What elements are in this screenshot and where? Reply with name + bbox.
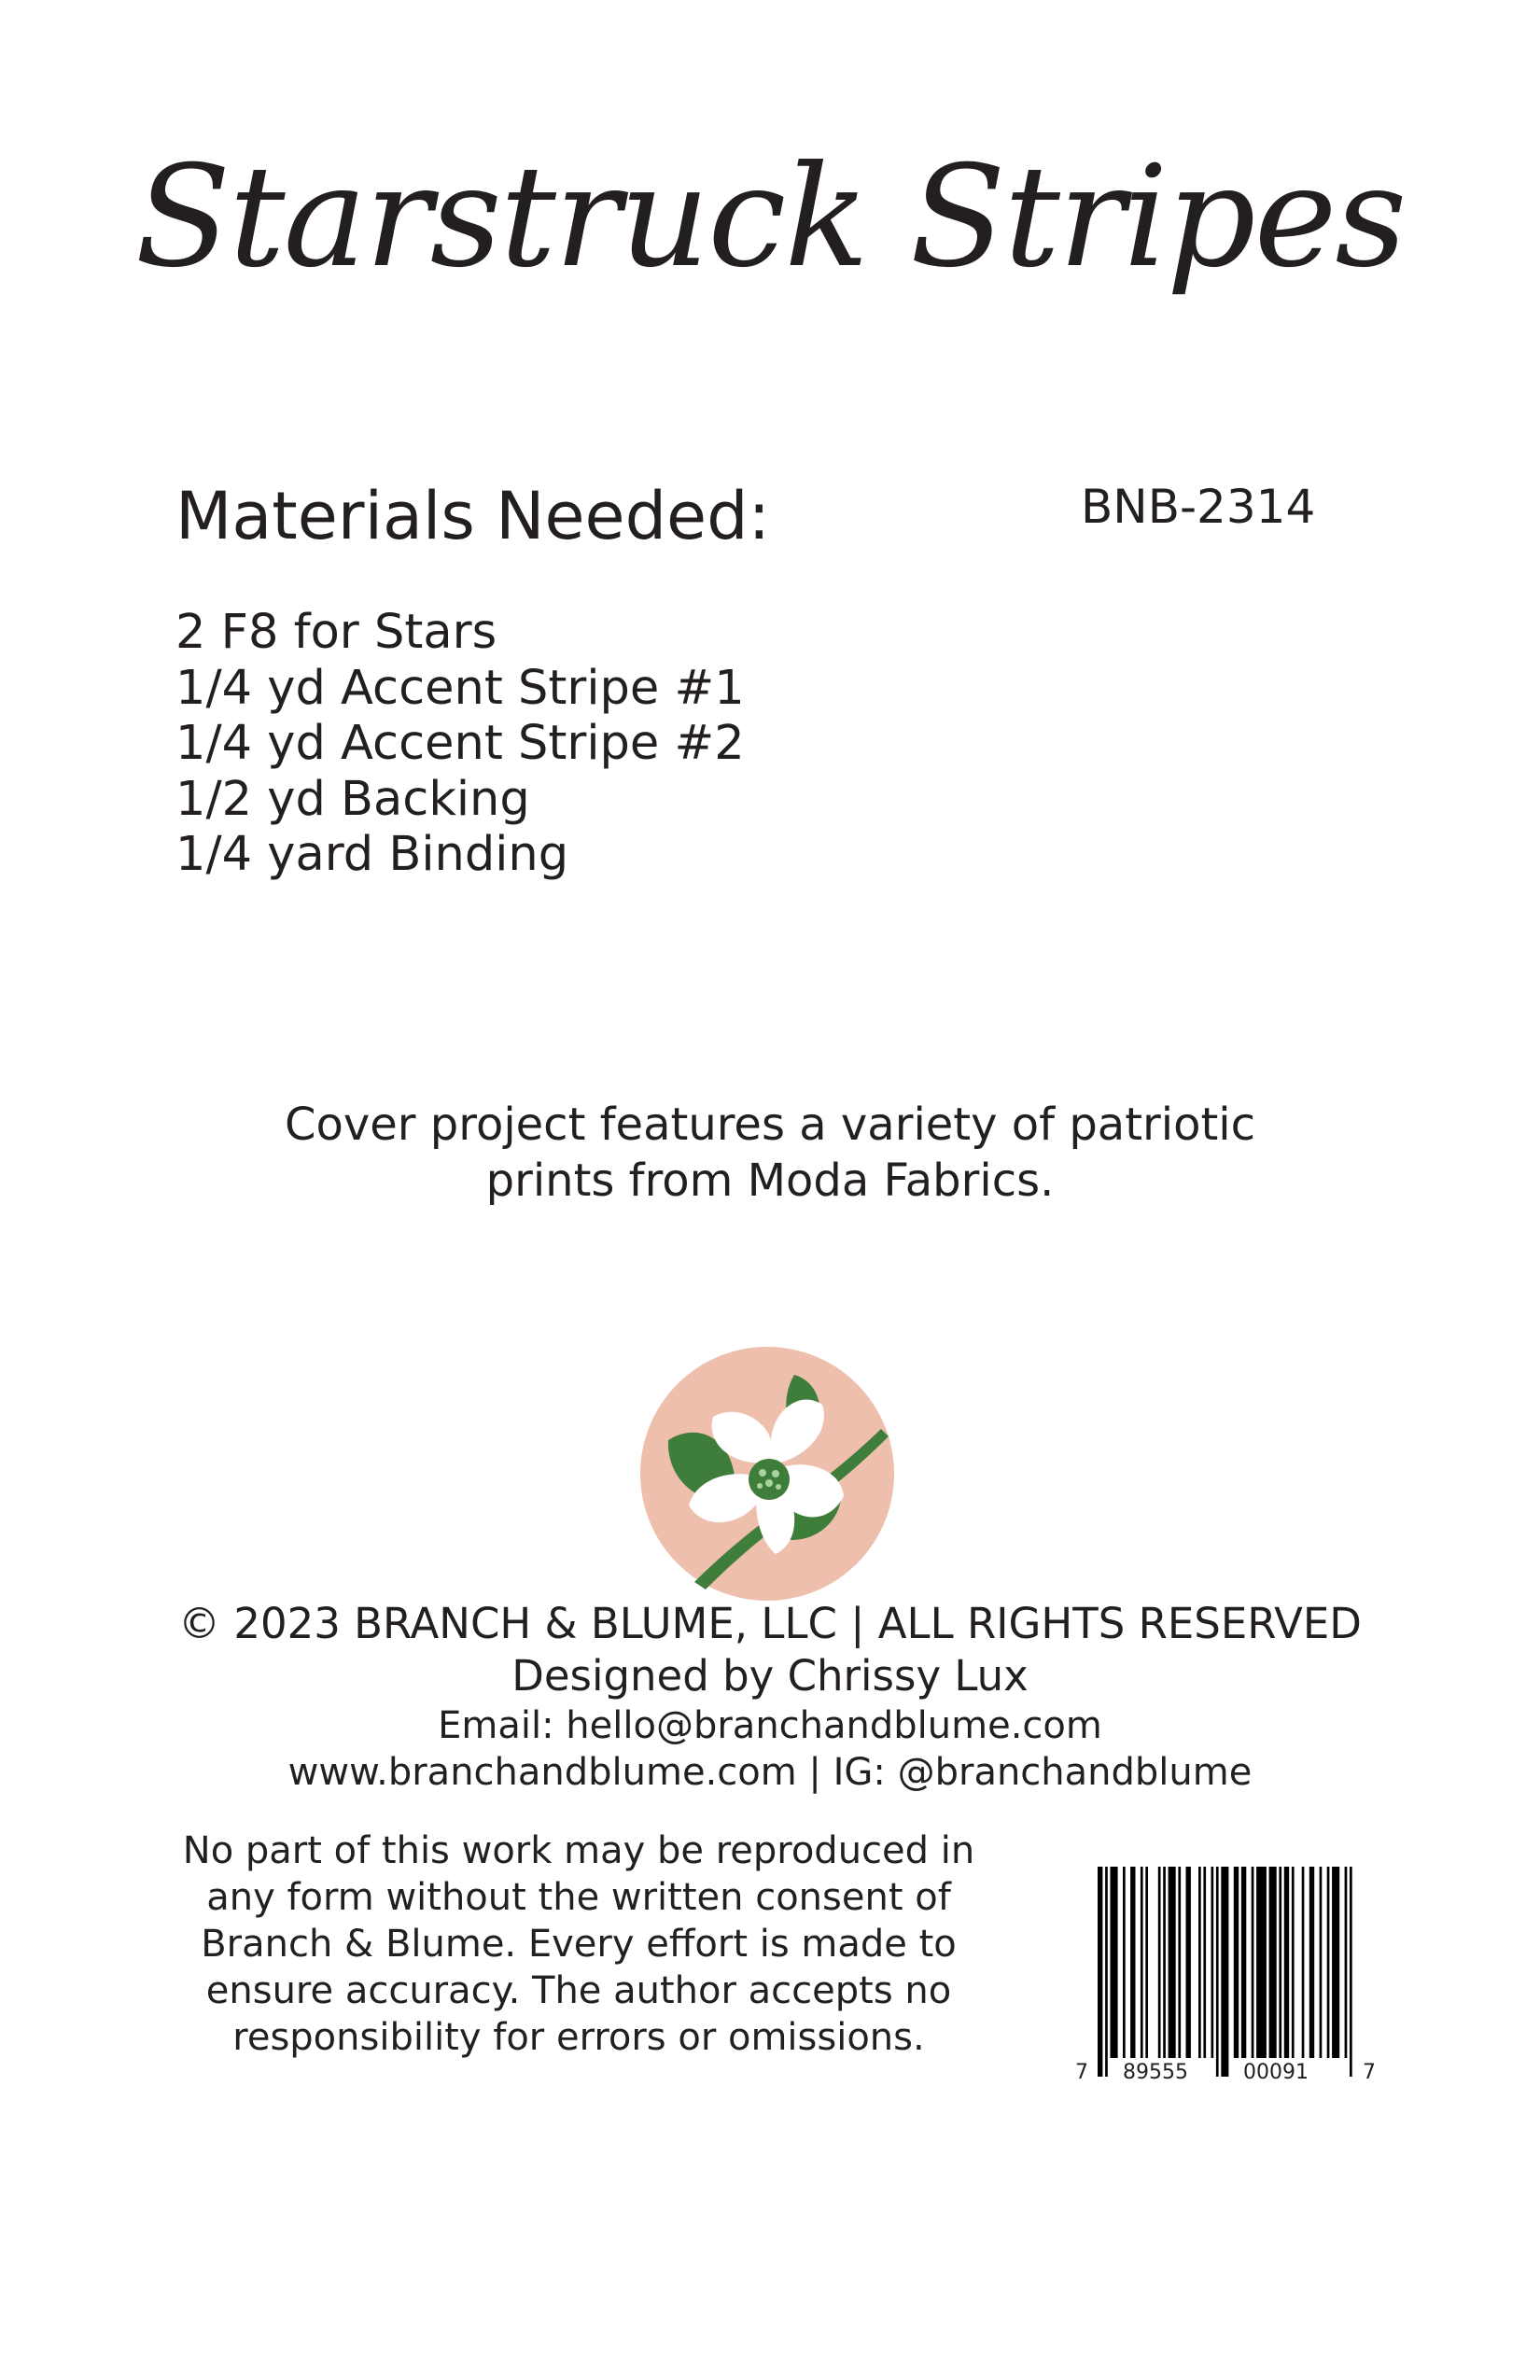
credits [0,1598,1540,1796]
barcode-bar [1241,1867,1246,2058]
barcode-digit-last: 7 [1363,2061,1376,2084]
list-item: 1/4 yard Binding [175,827,569,882]
copyright-line: © 2023 BRANCH & BLUME, LLC | ALL RIGHTS RESERVED [178,1599,1362,1648]
barcode-bar [1198,1867,1201,2058]
disclaimer-line: any form without the written consent of [206,1876,951,1919]
barcode-bar [1284,1867,1289,2058]
designer-line: Designed by Chrissy Lux [511,1651,1029,1701]
barcode-bar [1163,1867,1166,2058]
barcode-bar [1269,1867,1277,2058]
cover-note [0,1097,1540,1209]
barcode-bar [1256,1867,1267,2058]
barcode-bar [1234,1867,1239,2058]
barcode-bar [1145,1867,1148,2058]
barcode-bar [1279,1867,1281,2058]
pattern-title: Starstruck Stripes [134,136,1406,299]
barcode-bar [1292,1867,1295,2058]
barcode-bar [1332,1867,1339,2058]
barcode-bar [1141,1867,1143,2058]
disclaimer-line: No part of this work may be reproduced in [182,1829,975,1872]
barcode-bar [1158,1867,1161,2058]
barcode-bar [1098,1867,1102,2077]
list-item: 2 F8 for Stars [175,605,497,660]
materials-heading: Materials Needed: [175,478,771,554]
barcode-digit-first: 7 [1075,2061,1088,2084]
email-line: Email: hello@branchandblume.com [438,1704,1102,1747]
barcode-bar [1130,1867,1135,2058]
barcode-bar [1211,1867,1214,2058]
materials-list [175,605,745,883]
disclaimer-line: ensure accuracy. The author accepts no [205,1969,952,2012]
barcode-group-right: 00091 [1243,2061,1309,2084]
barcode-bar [1178,1867,1181,2058]
disclaimer-line: Branch & Blume. Every effort is made to [201,1923,957,1966]
barcode-bar [1221,1867,1228,2077]
barcode-bar [1216,1867,1219,2077]
list-item: 1/2 yd Backing [175,771,530,827]
barcode-bar [1302,1867,1305,2058]
web-line: www.branchandblume.com | IG: @branchandblume [287,1751,1253,1794]
barcode-bar [1203,1867,1206,2058]
barcode-bar [1320,1867,1323,2058]
list-item: 1/4 yd Accent Stripe #2 [175,716,745,771]
barcode [1073,1867,1381,2091]
barcode-bar [1105,1867,1108,2077]
barcode-bar [1186,1867,1191,2058]
disclaimer [140,1827,1017,2061]
disclaimer-line: responsibility for errors or omissions. [232,2016,925,2059]
barcode-bar [1169,1867,1176,2058]
cover-note-line: prints from Moda Fabrics. [485,1155,1055,1207]
dogwood-flower-icon [640,1347,894,1601]
barcode-bar [1123,1867,1126,2058]
barcode-bar [1309,1867,1314,2058]
list-item: 1/4 yd Accent Stripe #1 [175,660,745,716]
cover-note-line: Cover project features a variety of patriotic [284,1099,1255,1151]
barcode-bar [1345,1867,1348,2058]
barcode-bar [1111,1867,1118,2058]
barcode-group-left: 89555 [1123,2061,1188,2084]
barcode-bar [1350,1867,1352,2077]
barcode-bar [1252,1867,1254,2058]
barcode-bar [1327,1867,1330,2058]
pattern-code: BNB-2314 [1081,480,1316,534]
